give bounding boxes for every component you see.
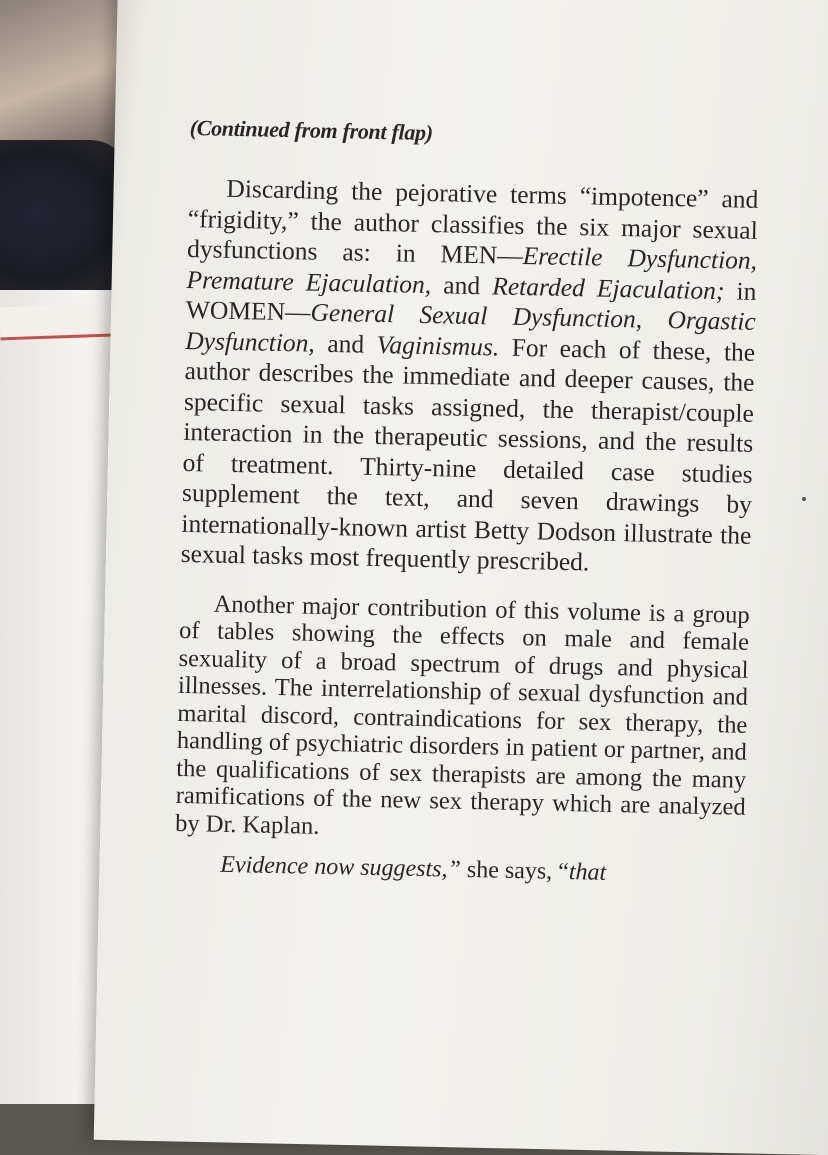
p1-emph-1: Erectile Dysfunction, Premature Ejaculation, xyxy=(186,241,758,299)
p1-text-1: Discarding the pejorative terms “impotence” and “frigidity,” the author classifies the six major sexual dysfunctions as: in MEN— xyxy=(186,173,759,270)
p3-emph-2: that xyxy=(568,859,607,886)
paragraph-3 xyxy=(174,851,744,890)
paragraph-1 xyxy=(180,173,758,581)
p1-emph-4: Vaginismus. xyxy=(376,329,500,362)
continued-note: (Continued from front flap) xyxy=(189,115,434,146)
paragraph-2: Another major contribution of this volume is a group of tables showing the effects on male and female sexuality of a broad spectrum of drugs and physical illnesses. The interrelationship of sexual dysfunction and marital discord, contraindications for sex therapy, the handling of psychiatric disorders in patient or partner, and the qualifications of sex therapists are among the many ramifications of the new sex therapy which are analyzed by Dr. Kaplan. xyxy=(174,590,750,840)
p1-text-3: in WOMEN— xyxy=(185,275,757,327)
p3-emph-1: Evidence now suggests,” xyxy=(220,851,462,883)
p1-text-4: and xyxy=(314,328,378,359)
p1-emph-3: General Sexual Dysfunction, Orgastic Dysfunction, xyxy=(184,297,757,358)
p1-emph-2: Retarded Ejaculation; xyxy=(492,270,725,305)
flap-text xyxy=(174,115,760,904)
p3-text-1: she says, “ xyxy=(460,856,570,886)
p1-text-2: and xyxy=(430,269,493,300)
paper-speck xyxy=(802,497,806,501)
p1-text-5: For each of these, the author describes the immediate and deeper causes, the specific sexual tasks assigned, the therapist/couple interaction in the therapeutic sessions, and the results of treatment. Thirty-nine detailed case studies supplement the text, and seven drawings by internationally-known artist Betty Dodson illustrate the sexual tasks most frequently prescribed. xyxy=(180,332,756,577)
background-object xyxy=(0,140,130,290)
